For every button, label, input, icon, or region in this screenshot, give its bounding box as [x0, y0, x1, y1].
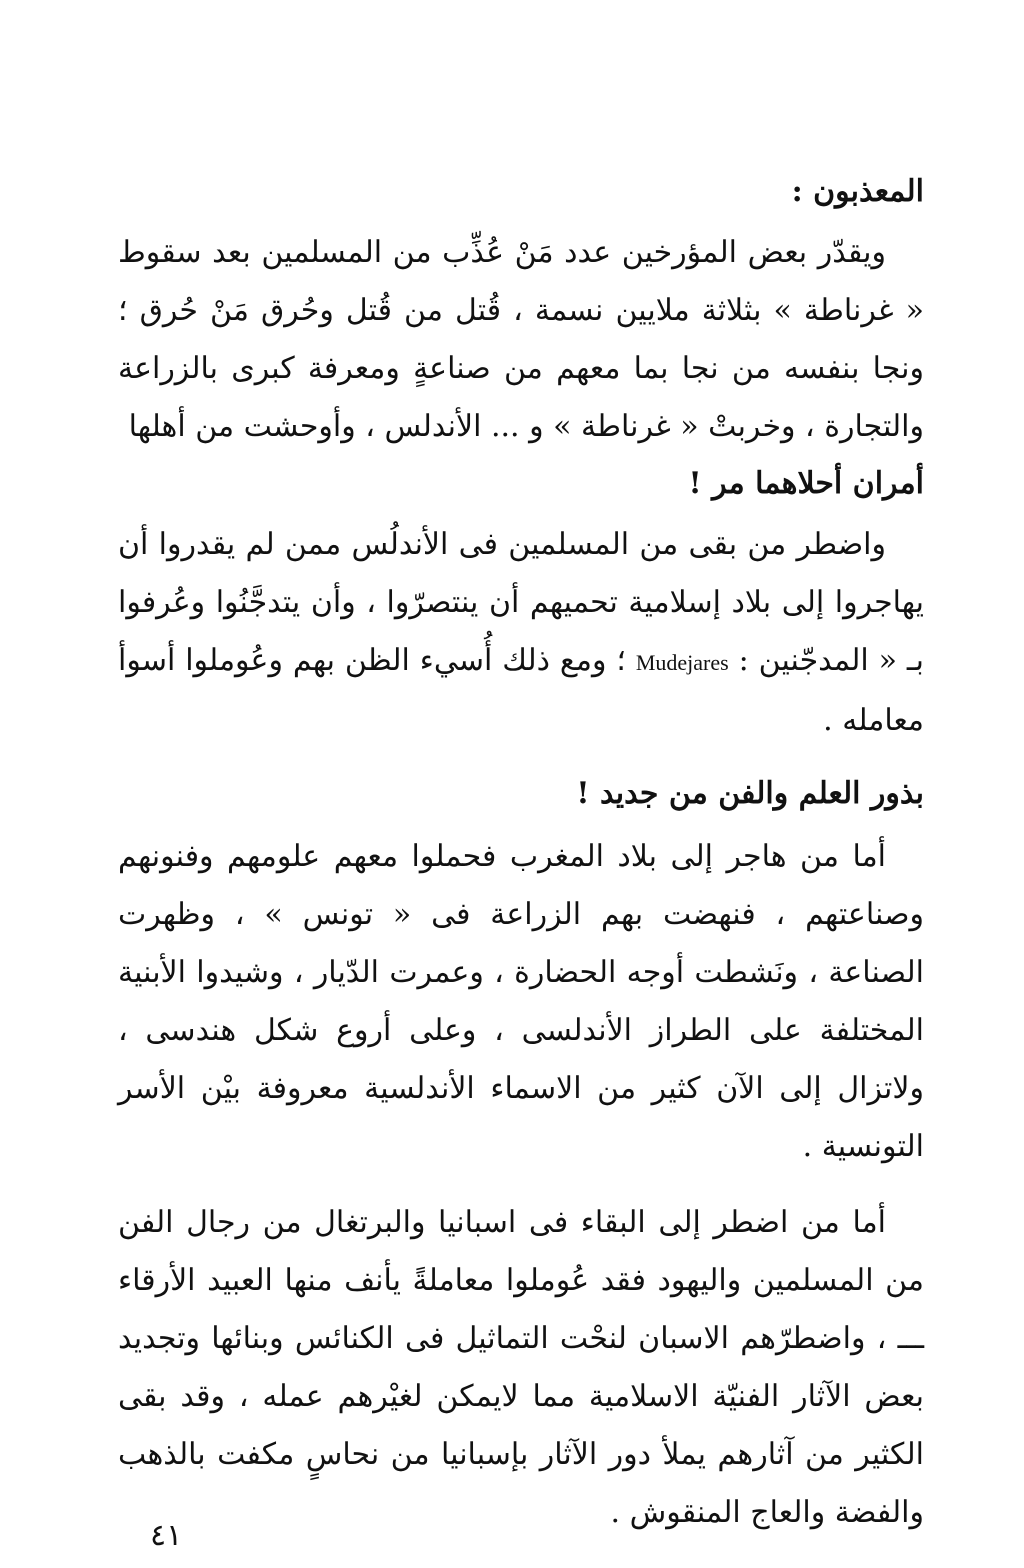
paragraph-mudejares-part1: واضطر من بقى من المسلمين فى الأندلُس ممن لم يقدروا أن يهاجروا إلى بلاد إسلامية تحميهم أن ينتصرّوا ، وأن يتدجَّنُوا وعُرفوا بـ « المدجّنين :: [118, 527, 924, 678]
paragraph-mudejares-part2: ؛ ومع ذلك أُسيء الظن بهم وعُوملوا أسوأ معامله .: [118, 643, 924, 738]
paragraph-tortured: ويقدّر بعض المؤرخين عدد مَنْ عُذِّب من المسلمين بعد سقوط « غرناطة » بثلاثة ملايين نسمة ، قُتل من قُتل وحُرق مَنْ حُرق ؛ ونجا بنفسه من نجا بما معهم من صناعةٍ ومعرفة كبرى بالزراعة والتجارة ، وخربتْ « غرناطة » و ... الأندلس ، وأوحشت من أهلها: [118, 235, 924, 444]
page-body: [118, 160, 924, 1542]
paragraph-maghreb-emigrants: أما من هاجر إلى بلاد المغرب فحملوا معهم علومهم وفنونهم وصناعتهم ، فنهضت بهم الزراعة فى « تونس » ، وظهرت الصناعة ، ونَشطت أوجه الحضارة ، وعمرت الدّيار ، وشيدوا الأبنية المختلفة على الطراز الأندلسى ، وعلى أروع شكل هندسى ، ولاتزال إلى الآن كثير من الاسماء الأندلسية معروفة بيْن الأسر التونسية .: [118, 839, 924, 1164]
section-heading-two-bitter-choices: أمران أحلاهما مر !: [688, 466, 924, 501]
section-heading-seeds-of-science: بذور العلم والفن من جديد !: [576, 776, 924, 811]
page-number: ٤١: [150, 1518, 183, 1553]
mudejares-latin-term: Mudejares: [635, 650, 729, 675]
section-heading-tortured: المعذبون :: [791, 174, 924, 209]
paragraph-mudejares: [118, 516, 924, 750]
paragraph-remaining-artisans: أما من اضطر إلى البقاء فى اسبانيا والبرتغال من رجال الفن من المسلمين واليهود فقد عُوملوا معاملةً يأنف منها العبيد الأرقاء ـــ ، واضطرّهم الاسبان لنحْت التماثيل فى الكنائس وبنائها وتجديد بعض الآثار الفنيّة الاسلامية مما لايمكن لغيْرهم عمله ، وقد بقى الكثير من آثارهم يملأ دور الآثار بإسبانيا من نحاسٍ مكفت بالذهب والفضة والعاج المنقوش .: [118, 1205, 924, 1530]
